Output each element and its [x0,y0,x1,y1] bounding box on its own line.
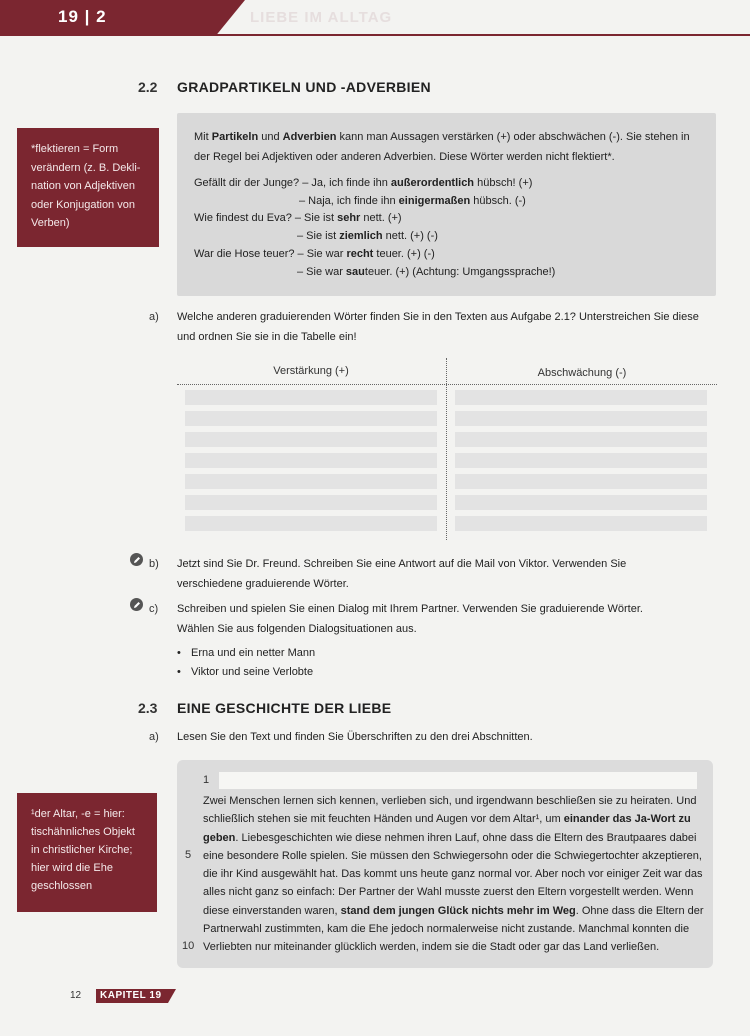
story-line: diese einverstanden waren, stand dem jungen Glück nichts mehr im Weg. Ohne dass die Eltern der [203,904,704,917]
pencil-icon [130,598,143,611]
running-title: LIEBE IM ALLTAG [250,9,393,26]
story-line: Partnerwahl zustimmten, kam die Ehe jedoch normalerweise nicht zustande. Manchmal konnten die [203,923,690,936]
table-cell[interactable] [185,453,437,468]
header-rule [0,34,750,36]
example-line: Gefällt dir der Junge? – Ja, ich finde ihn außerordentlich hübsch! (+) [194,177,533,189]
section-title: GRADPARTIKELN UND -ADVERBIEN [177,79,431,95]
table-cell[interactable] [185,474,437,489]
table-cell[interactable] [185,390,437,405]
example-line: – Sie war sauteuer. (+) (Achtung: Umgangssprache!) [297,266,556,278]
table-header-strengthening: Verstärkung (+) [273,365,349,377]
task-a-text: Lesen Sie den Text und finden Sie Überschriften zu den drei Abschnitten. [177,731,533,743]
sidenote-line: Verben) [31,217,70,229]
table-cell[interactable] [455,516,707,531]
task-a-label: a) [149,731,159,743]
sidenote-line: ¹der Altar, -e = hier: [31,808,125,820]
section-number: 2.2 [138,79,158,95]
task-b-label: b) [149,558,159,570]
table-cell[interactable] [455,411,707,426]
section-number: 2.3 [138,700,158,716]
story-line: Zwei Menschen lernen sich kennen, verlieben sich, und irgendwann beschließen sie zu heiraten. Und [203,795,697,807]
reading-text-box [177,760,713,968]
list-item: • Viktor und seine Verlobte [177,666,314,678]
pencil-icon [130,553,143,566]
table-cell[interactable] [185,495,437,510]
task-a-text: Welche anderen graduierenden Wörter finden Sie in den Texten aus Aufgabe 2.1? Unterstreichen Sie diese und ordnen Sie sie in die Tabelle ein! [177,311,699,343]
footer-chapter: KAPITEL 19 [100,990,162,1001]
bullet-icon: • [177,666,181,678]
sidenote-line: nation von Adjektiven [31,180,135,192]
task-a-label: a) [149,311,159,323]
example-line: War die Hose teuer? – Sie war recht teuer. (+) (-) [194,248,435,260]
section-title: EINE GESCHICHTE DER LIEBE [177,700,392,716]
table-header-weakening: Abschwächung (-) [537,367,627,379]
example-line: Wie findest du Eva? – Sie ist sehr nett. (+) [194,212,402,224]
sidenote-line: geschlossen [31,880,93,892]
task-c-text: Schreiben und spielen Sie einen Dialog mit Ihrem Partner. Verwenden Sie graduierende Wörter. Wählen Sie aus folgenden Dialogsituationen aus. [177,603,643,635]
grammar-box [177,113,716,296]
example-line: – Naja, ich finde ihn einigermaßen hübsch. (-) [299,195,526,207]
story-text [203,792,703,957]
table-cell[interactable] [455,432,707,447]
table-cell[interactable] [185,411,437,426]
example-line: – Sie ist ziemlich nett. (+) (-) [297,230,438,242]
sidenote-line: oder Konjugation von [31,198,135,211]
table-cell[interactable] [455,474,707,489]
sidenote-line: *flektieren = Form [31,143,119,155]
story-line: eine besondere Rolle spielen. Sie müssen den Schwiegersohn oder die Schwiegertochter akzeptieren, [203,849,702,862]
table-cell[interactable] [455,390,707,405]
line-number: 10 [182,940,195,952]
table-cell[interactable] [185,516,437,531]
grammar-intro-1: Mit Partikeln und Adverbien kann man Aussagen verstärken (+) oder abschwächen (-). Sie stehen in [194,131,690,143]
story-line: geben. Liebesgeschichten wie diese nehmen ihren Lauf, ohne dass die Eltern des Brautpaares dabei [203,831,697,844]
table-header-rule [177,384,717,385]
story-line: schließlich stehen sie mit feuchten Händen und Augen vor dem Altar¹, um einander das Ja-Wort zu [203,813,691,826]
heading-write-line [219,772,697,789]
task-b-text: Jetzt sind Sie Dr. Freund. Schreiben Sie eine Antwort auf die Mail von Viktor. Verwenden Sie verschiedene graduierende Wörter. [177,558,627,590]
sidenote-line: verändern (z. B. Dekli- [31,161,141,174]
story-line: die ihr Kind ausgewählt hat. Das kommt uns heute ganz normal vor. Aber noch vor einiger Zeit war das [203,868,703,881]
task-c-label: c) [149,603,159,615]
sidenote-line: hier wird die Ehe [31,862,113,874]
story-line: alles nicht ganz so einfach: Der Partner der Wahl musste zuerst den Eltern vorgestellt werden. Wenn [203,886,694,899]
table-cell[interactable] [185,432,437,447]
header-tab [0,0,245,36]
story-line: Verliebten nur miteinander glücklich werden, indem sie die Stadt oder gar das Land verließen. [203,941,660,954]
section-number-1: 1 [203,774,210,786]
sidenote-flektieren [17,128,159,247]
sidenote-line: in christlicher Kirche; [31,844,133,856]
table-divider [446,358,447,540]
table-cell[interactable] [455,453,707,468]
sidenote-line: tischähnliches Objekt [31,826,135,838]
table-column-right [455,390,707,537]
line-number: 5 [185,849,192,861]
page-number: 12 [70,990,82,1001]
table-column-left [185,390,437,537]
chapter-number: 19 | 2 [58,7,107,26]
grammar-intro-2: der Regel bei Adjektiven oder anderen Adverbien. Diese Wörter werden nicht flektiert*. [194,151,615,163]
list-item: • Erna und ein netter Mann [177,647,316,659]
table-cell[interactable] [455,495,707,510]
sidenote-altar [17,793,157,912]
bullet-icon: • [177,647,181,659]
